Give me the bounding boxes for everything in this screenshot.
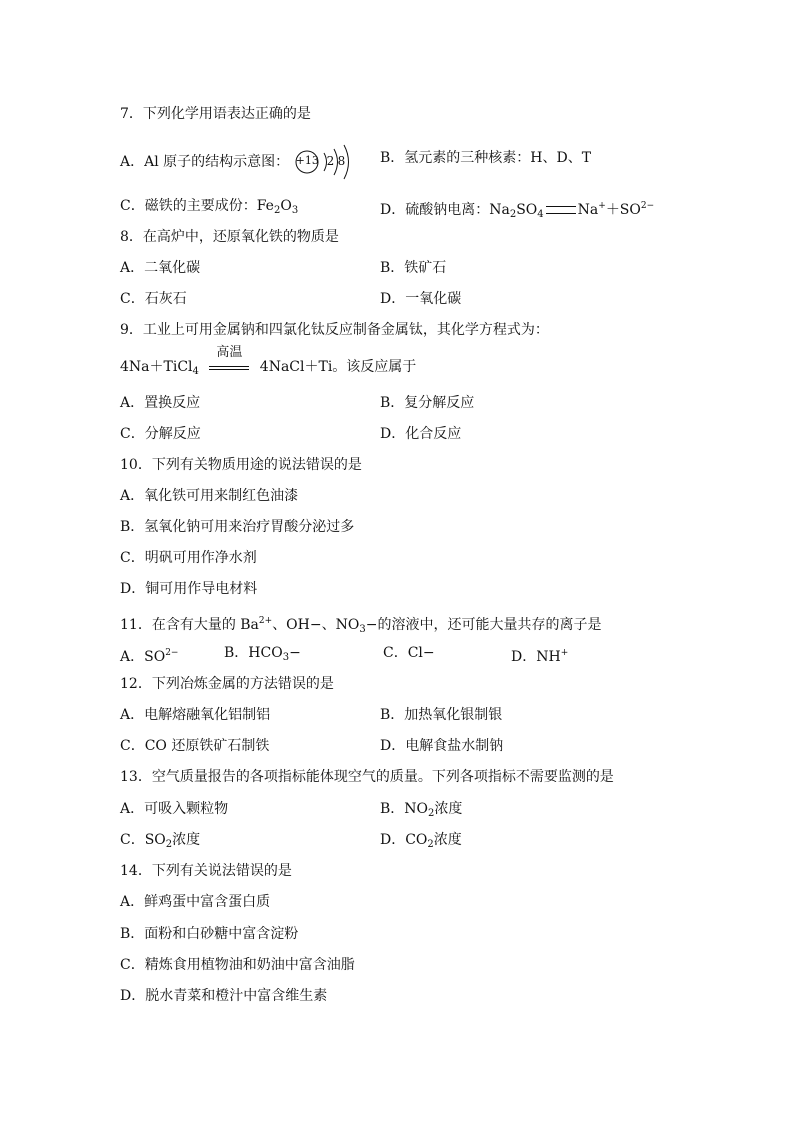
q11-b-sub: 3 (282, 652, 290, 663)
shell-2-count: 8 (337, 154, 346, 168)
q8-option-c: C．石灰石 (120, 291, 187, 307)
q7-d-sup1: + (598, 201, 606, 211)
q7-d-text: D．硫酸钠电离：Na (380, 202, 510, 218)
q13-option-c (120, 830, 200, 855)
q10-option-d: D．铜可用作导电材料 (120, 581, 258, 597)
q7-option-d (380, 196, 654, 225)
q12-option-d: D．电解食盐水制钠 (380, 738, 504, 754)
q11-stem (120, 611, 601, 640)
q14-stem: 14．下列有关说法错误的是 (120, 863, 292, 879)
q11-d-pre: D．NH (511, 649, 561, 665)
q7-option-a-text: A．Al 原子的结构示意图： (120, 154, 290, 170)
q13-c-post: 浓度 (172, 832, 201, 848)
q9-eq-right: 4NaCl＋Ti。该反应属于 (259, 359, 417, 375)
q7-c-sub1: 2 (273, 205, 281, 216)
reaction-arrow (209, 345, 249, 377)
q13-b-pre: B．NO (380, 801, 429, 817)
q11-stem-mid: 、OH−、NO (272, 617, 360, 633)
q11-a-sup: 2− (165, 648, 179, 658)
q7-option-b: B．氢元素的三种核素：H、D、T (380, 150, 592, 166)
q11-stem-pre: 11．在含有大量的 Ba (120, 617, 259, 633)
q9-option-d: D．化合反应 (380, 426, 462, 442)
q11-d-sup: + (560, 648, 569, 658)
q8-option-d: D．一氧化碳 (380, 291, 462, 307)
q11-stem-post: −的溶液中，还可能大量共存的离子是 (365, 617, 602, 633)
reaction-condition: 高温 (216, 345, 243, 360)
q11-b-pre: B．HCO (224, 645, 283, 661)
q9-option-b: B．复分解反应 (380, 395, 475, 411)
q7-stem: 7．下列化学用语表达正确的是 (120, 106, 311, 122)
q7-d-prod: Na (577, 202, 599, 218)
q7-option-c (120, 196, 298, 221)
q9-equation (120, 345, 417, 382)
q7-d-sup2: 2− (640, 201, 655, 211)
q11-option-a (120, 643, 178, 667)
q7-d-prod2: ＋SO (605, 202, 641, 218)
q12-option-b: B．加热氧化银制银 (380, 707, 503, 723)
q13-stem: 13．空气质量报告的各项指标能体现空气的质量。下列各项指标不需要监测的是 (120, 769, 614, 785)
q7-option-a (120, 148, 356, 176)
q7-d-mid: SO (516, 202, 538, 218)
q9-eq-left: 4Na＋TiCl (120, 359, 193, 375)
q9-option-c: C．分解反应 (120, 426, 201, 442)
q9-eq-left-sub: 4 (192, 366, 199, 377)
q11-a-pre: A．SO (120, 649, 166, 665)
q12-option-c: C．CO 还原铁矿石制铁 (120, 738, 270, 754)
q11-stem-sup: 2+ (258, 616, 273, 626)
q12-stem: 12．下列冶炼金属的方法错误的是 (120, 676, 334, 692)
q13-c-sub: 2 (165, 839, 173, 850)
q7-d-sub1: 2 (509, 209, 517, 220)
q13-option-d (380, 830, 462, 855)
q13-d-pre: D．CO (380, 832, 428, 848)
al-atom-structure-diagram (294, 148, 356, 176)
q8-stem: 8．在高炉中，还原氧化铁的物质是 (120, 229, 339, 245)
arrow-bar-bottom (209, 369, 249, 370)
q13-option-a: A．可吸入颗粒物 (120, 801, 229, 817)
q7-c-sub2: 3 (291, 205, 299, 216)
q7-c-mid: O (280, 198, 292, 214)
q10-option-c: C．明矾可用作净水剂 (120, 550, 257, 566)
shell-1-count: 2 (326, 154, 335, 168)
q10-stem: 10．下列有关物质用途的说法错误的是 (120, 457, 362, 473)
q9-option-a: A．置换反应 (120, 395, 201, 411)
q10-option-a: A．氧化铁可用来制红色油漆 (120, 488, 299, 504)
q9-stem: 9．工业上可用金属钠和四氯化钛反应制备金属钛，其化学方程式为： (120, 322, 549, 338)
q7-c-text: C．磁铁的主要成份：Fe (120, 198, 274, 214)
q8-option-a: A．二氧化碳 (120, 260, 201, 276)
nucleus-charge: +13 (295, 154, 319, 167)
q13-d-post: 浓度 (433, 832, 462, 848)
q13-c-pre: C．SO (120, 832, 166, 848)
q14-option-d: D．脱水青菜和橙汁中富含维生素 (120, 988, 328, 1004)
arrow-bar-top (209, 366, 249, 367)
q8-option-b: B．铁矿石 (380, 260, 447, 276)
equals-sign (546, 206, 576, 214)
q11-b-post: − (289, 645, 301, 661)
q13-b-post: 浓度 (434, 801, 463, 817)
q14-option-b: B．面粉和白砂糖中富含淀粉 (120, 926, 299, 942)
q12-option-a: A．电解熔融氧化铝制铝 (120, 707, 271, 723)
q14-option-a: A．鲜鸡蛋中富含蛋白质 (120, 894, 271, 910)
q11-option-b (224, 643, 301, 668)
q11-stem-sub: 3 (359, 624, 366, 635)
q13-b-sub: 2 (428, 808, 435, 819)
q7-d-sub2: 4 (537, 209, 544, 220)
q13-option-b (380, 799, 462, 824)
q14-option-c: C．精炼食用植物油和奶油中富含油脂 (120, 957, 355, 973)
q13-d-sub: 2 (427, 839, 434, 850)
q11-option-c: C．Cl− (383, 645, 435, 661)
q11-option-d (511, 643, 568, 667)
q10-option-b: B．氢氧化钠可用来治疗胃酸分泌过多 (120, 519, 355, 535)
